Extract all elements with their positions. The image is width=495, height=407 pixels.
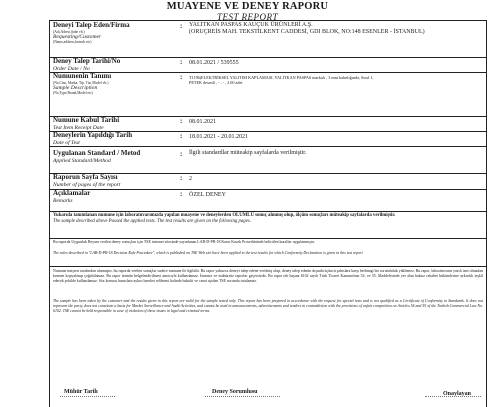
report-subtitle: TEST REPORT [216, 12, 279, 22]
field-label: Açıklamalar [53, 189, 91, 197]
field-value-line: (ORUÇREİS MAH. TEKSTİLKENT CADDESİ, GDI BLOK, NO:148 ESENLER - İSTANBUL) [189, 29, 425, 36]
field-label-en: Sample Description [53, 84, 98, 91]
field-colon: : [180, 174, 183, 182]
field-colon: : [180, 132, 183, 140]
decision-note-en: The rules described in "LAB-D-PR-18 Decision Rule Procedure", which is published on TSE Web site have been applied to the test results for which Conformity Declaration is given in this test report [53, 251, 363, 255]
field-row-page-count [50, 173, 486, 190]
field-label: Numune Kabul Tarihi [53, 116, 120, 124]
field-value-line: ÖZEL DENEY [189, 192, 226, 198]
field-value-line: 2 [189, 176, 192, 182]
result-note-section [50, 211, 486, 239]
signature-seal-date: Mühür Tarih [64, 389, 98, 395]
field-value-line: İlgili standardlar müteakip sayfalarda verilmiştir. [189, 150, 307, 156]
field-label: Deneyi Talep Eden/Firma [53, 21, 130, 29]
field-label-en: Number of pages of the report [53, 181, 121, 188]
decision-note-section [50, 238, 486, 267]
field-row-test-date [50, 131, 486, 147]
field-colon: : [180, 58, 183, 66]
field-label: Numunenin Tanımı [53, 72, 112, 80]
field-value-line: 08.01.2021 [189, 119, 216, 125]
field-label-small: (No,Cins, Marka, Tip, Tür, Model vb.) [53, 80, 109, 85]
result-note-en: The sample described above Passed the applied tests. The test results are given on the following pages. [53, 218, 251, 224]
field-row-order-date [50, 57, 486, 73]
disclaimer-en: The sample has been taken by the customer and the results given in this report are valid for the sample tested only. This report has been prepared in accordance with the request for special tests and is not qualified as a Certificate of Conformity to Standards. It does not represent the party, does not constitute a basis for Market Surveillance and Audit Activities, and cannot be used in announcements, advertisements and tenders in contradiction with the provisions of unfair competition on Articles 54 and 55 of the Turkish Commercial Law No. 6102. TSE cannot be held responsible in case of violation of these issues in legal and criminal terms. [53, 299, 483, 313]
field-colon: : [180, 73, 183, 81]
field-colon: : [180, 117, 183, 125]
field-colon: : [180, 190, 183, 198]
field-label-en: Requesting/Customer [53, 33, 102, 40]
result-note-tr: Yukarıda tanımlanan numune için laboratuvarımızda yapılan muayene ve deneylerden OLUMLU sonuç alınmış olup, ölçüm sonuçları müteakip sayfalarda verilmiştir. [53, 213, 396, 218]
field-label-en: Remarks [53, 197, 73, 204]
field-row-standard [50, 146, 486, 174]
signature-line-left [60, 396, 115, 397]
field-value-line: 08.01.2021 / 539555 [189, 60, 239, 66]
signature-line-middle [205, 396, 280, 397]
signature-test-responsible: Deney Sorumlusu [212, 389, 258, 395]
field-value-line: 18.01.2021 - 20.01.2021 [189, 134, 248, 140]
signature-approver: Onaylayan [443, 391, 472, 397]
field-label: Deneylerin Yapıldığı Tarih [53, 131, 133, 139]
field-label-en: Order Date / No [53, 65, 90, 72]
field-label-en-small: (Name,address,branch etc) [53, 40, 92, 45]
field-row-customer [50, 21, 486, 58]
decision-note-tr: Bu raporda Uygunluk Beyanı verilen deney sonuçları için TSE internet sitesinde yayınlanan LAB-D-PR-18 Karar Kuralı Prosedüründe belirtilen kurallar uygulanmıştır. [53, 240, 315, 244]
field-label-en: Test Item Receipt Date [53, 124, 104, 131]
field-row-receipt-date [50, 116, 486, 132]
field-row-remarks [50, 189, 486, 212]
field-label: Deney Talep Tarihi/No [53, 57, 121, 65]
field-label-en-small: (No,Type,Brand,Model etc) [53, 91, 93, 96]
signature-line-right [425, 396, 481, 397]
field-label-en: Applied Standard/Method [53, 157, 111, 164]
report-frame [49, 20, 487, 407]
disclaimer-tr: Numune müşteri tarafından alınmıştır, bu raporda verilen sonuçlar sadece numune ile ilgilidir. Bu rapor yalnızca deneyi talep edene verilmiş olup, deney talep edenin dışında üçüncü şahıslara karşı herhangi bir sorumluluk yüklemez. Bu rapor, laboratuvarın yazılı izni olmadan kısmen kopyalanıp çoğaltılamaz. Bu rapor ürünün belgelendirilmesi amacıyla kullanılamaz. İmzasız ve mühürsüz raporlar geçersizdir. Bu rapor tek başına 6102 sayılı Türk Ticaret Kanunu'nun 54. ve 55. Maddelerinde yer alan haksız rekabet hükümlerine aykırılık teşkil edecek şekilde kullanılamaz. Söz konusu hususlara aykırı hareket edilmesi halinde hukuki ve cezai açıdan TSE sorumlu tutulamaz. [53, 269, 483, 283]
field-value-line: PETEK desenli , - , - , 2.00 adet [189, 80, 243, 85]
field-colon: : [180, 22, 183, 30]
field-label: Raporun Sayfa Sayısı [53, 173, 118, 181]
field-label-en: Date of Test [53, 139, 80, 146]
field-label-small: (Adı,Adresi,Şube vb.) [53, 29, 85, 34]
field-value-line: T1196(ELEKTRİKSEL YALITIM KAPLAMASI, YALITKAN PASPAS markalı , 3 mm kalınlığında, Sınıf 1, [189, 75, 374, 80]
field-colon: : [180, 150, 183, 158]
report-title: MUAYENE VE DENEY RAPORU [166, 1, 329, 12]
field-row-sample [50, 72, 486, 117]
field-label: Uygulanan Standard / Metod [53, 149, 141, 157]
field-value-line: YALITKAN PASPAS KAUÇUK ÜRÜNLERİ A.Ş. [189, 22, 313, 28]
